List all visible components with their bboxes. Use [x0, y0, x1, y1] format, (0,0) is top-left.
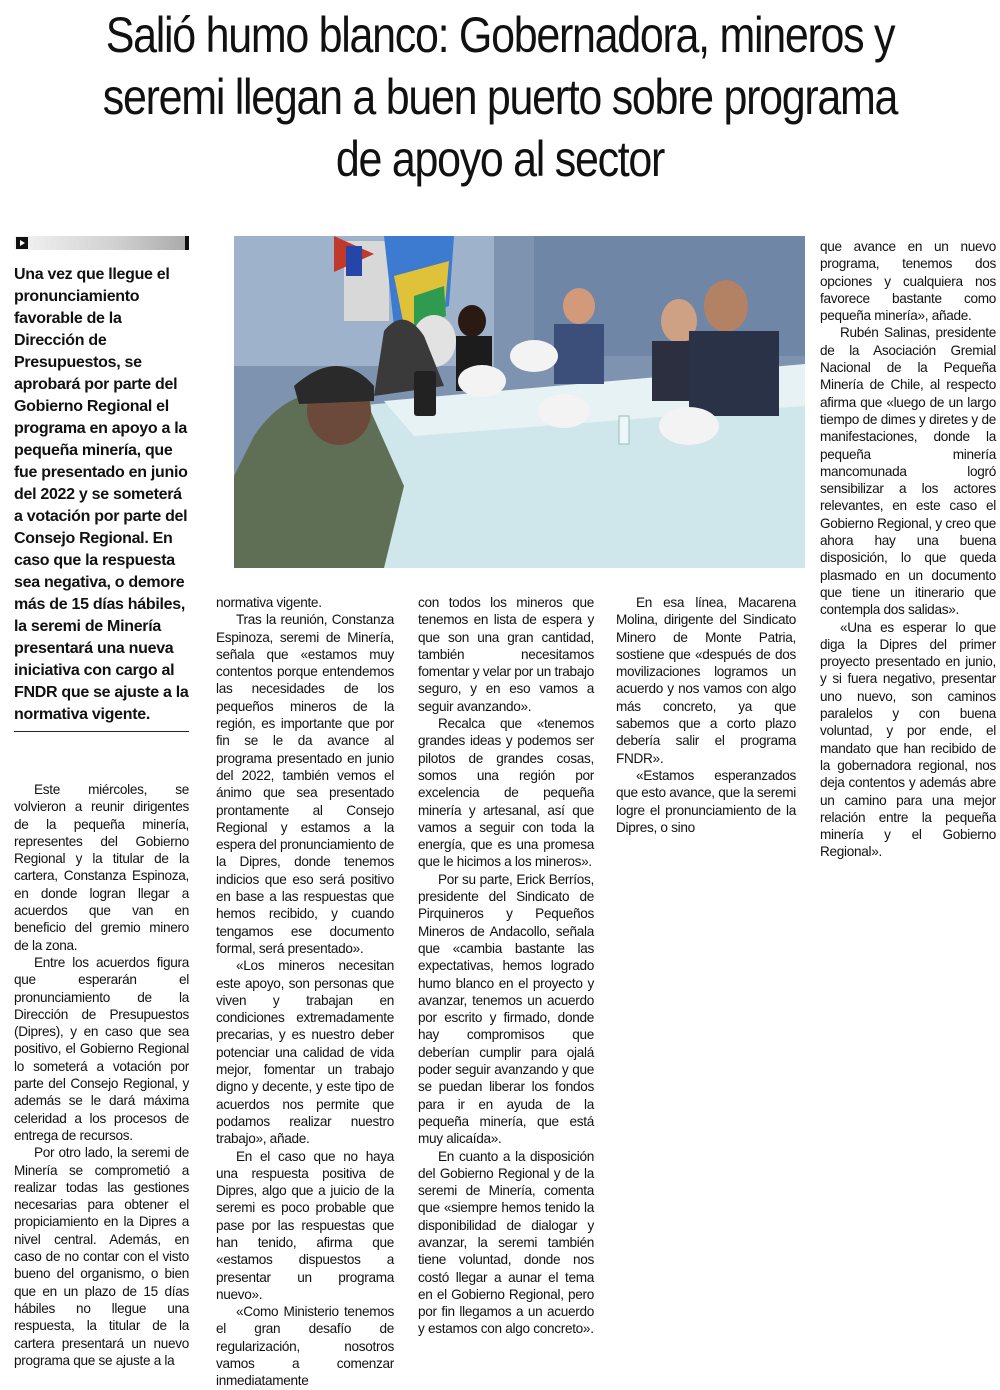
col4-paragraph: «Estamos esperanzados que esto avance, que la seremi logre el pronunciamiento de la Dipres, o sino [616, 767, 796, 835]
col3-paragraph: Por su parte, Erick Berríos, presidente del Sindicato de Pirquineros y Pequeños Mineros de Andacollo, señala que «cambia bastante las expectativas, hemos logrado humo blanco en el proyecto y avanzar, tenemos un acuerdo por escrito y firmado, donde hay compromisos que deberían cumplir para ojalá poder seguir avanzando y que se puedan liberar los fondos para ir en ayuda de la pequeña minería, que está muy alicaída». [418, 871, 594, 1147]
col5-paragraph: «Una es esperar lo que diga la Dipres del primer proyecto presentado en junio, y si fuera negativo, presentar uno nuevo, son caminos paralelos y con buena voluntad, y por ende, el mandato que han recibido de la gobernadora regional, nos deja contentos y además abre un camino para una mejor relación entre la pequeña minería y el Gobierno Regional». [820, 619, 996, 860]
article-column-1 [14, 781, 189, 1369]
col2-paragraph: Tras la reunión, Constanza Espinoza, seremi de Minería, señala que «estamos muy contentos porque entendemos las necesidades de los pequeños mineros de la región, es importante que por fin se le da avance al programa presentado en junio del 2022, también vemos el ánimo que sea presentado prontamente al Consejo Regional y estamos a la espera del pronunciamiento de la Dipres, donde tenemos indicios que eso será positivo en base a las respuestas que hemos recibido, y cuando tengamos ese documento formal, será presentado». [216, 612, 394, 956]
article-column-4 [616, 594, 796, 836]
col3-paragraph: Recalca que «tenemos grandes ideas y podemos ser pilotos de grandes cosas, somos una región por excelencia de pequeña minería y artesanal, así que vamos a seguir con toda la energía, que es una promesa que le hicimos a los mineros». [418, 716, 594, 870]
lead-paragraph: Una vez que llegue el pronunciamiento favorable de la Dirección de Presupuestos, se aprobará por parte del Gobierno Regional el programa en apoyo a la pequeña minería, que fue presentado en junio del 2022 y se someterá a votación por parte del Consejo Regional. En caso que la respuesta sea negativa, o demore más de 15 días hábiles, la seremi de Minería presentará una nueva iniciativa con cargo al FNDR que se ajuste a la normativa vigente. [14, 266, 189, 723]
bar-end-block [185, 236, 189, 250]
col5-paragraph: que avance en un nuevo programa, tenemos dos opciones y cualquiera nos favorece bastante como pequeña minería», añade. [820, 239, 996, 324]
col1-paragraph: Este miércoles, se volvieron a reunir dirigentes de la pequeña minería, representes del Gobierno Regional y la titular de la cartera, Constanza Espinoza, en donde logran llegar a acuerdos que van en beneficio del gremio minero de la zona. [14, 782, 189, 953]
meeting-photo-illustration [234, 236, 805, 568]
col1-paragraph: Por otro lado, la seremi de Minería se comprometió a realizar todas las gestiones necesarias para obtener el propiciamiento en la Dipres a nivel central. Además, en caso de no contar con el visto bueno del organismo, o bien que en un plazo de 15 días hábiles no llegue una respuesta, la titular de la cartera presentará un nuevo programa que se ajuste a la [14, 1145, 189, 1368]
play-arrow-icon [16, 237, 28, 249]
meeting-photo [234, 236, 805, 568]
divider-rule [14, 731, 189, 732]
article-column-3 [418, 594, 594, 1338]
col5-paragraph: Rubén Salinas, presidente de la Asociación Gremial Nacional de la Pequeña Minería de Chile, al respecto afirma que «luego de un largo tiempo de dimes y diretes y de manifestaciones, donde la pequeña minería mancomunada logró sensibilizar a los actores relevantes, en este caso el Gobierno Regional, y creo que ahora hay una buena disposición, lo que queda plasmado en un documento que tiene un itinerario que contempla dos salidas». [820, 325, 996, 618]
headline: Salió humo blanco: Gobernadora, mineros y seremi llegan a buen puerto sobre programa de apoyo al sector [102, 7, 898, 187]
col2-paragraph: En el caso que no haya una respuesta positiva de Dipres, algo que a juicio de la seremi es poco probable que pase por las respuestas que han tenido, afirma que «estamos dispuestos a presentar un programa nuevo». [216, 1148, 394, 1302]
col3-paragraph: con todos los mineros que tenemos en lista de espera y que son una gran cantidad, también necesitamos fomentar y velar por un trabajo seguro, y en eso vamos a seguir avanzando». [418, 595, 594, 714]
col2-paragraph: normativa vigente. [216, 595, 322, 610]
col3-paragraph: En cuanto a la disposición del Gobierno Regional y de la seremi de Minería, comenta que «siempre hemos tenido la disponibilidad de dialogar y avanzar, la seremi también tiene voluntad, donde nos costó llegar a aunar el tema en el Gobierno Regional, pero por fin llegamos a un acuerdo y estamos con algo concreto». [418, 1148, 594, 1337]
section-marker-bar [14, 236, 189, 250]
col2-paragraph: «Los mineros necesitan este apoyo, son personas que viven y trabajan en condiciones extremadamente precarias, y es nuestro deber potenciar una calidad de vida mejor, fomentar un trabajo digno y decente, y este tipo de acuerdos nos permite que podamos realizar nuestro trabajo», añade. [216, 958, 394, 1147]
article-column-2 [216, 594, 394, 1390]
col1-paragraph: Entre los acuerdos figura que esperarán el pronunciamiento de la Dirección de Presupuestos (Dipres), y en caso que sea positivo, el Gobierno Regional lo someterá a votación por parte del Consejo Regional, y además se le dará máxima celeridad a los procesos de entrega de recursos. [14, 954, 189, 1143]
col2-paragraph: «Como Ministerio tenemos el gran desafío de regularización, nosotros vamos a comenzar inmediatamente [216, 1304, 394, 1389]
col4-paragraph: En esa línea, Macarena Molina, dirigente del Sindicato Minero de Monte Patria, sostiene que «después de dos movilizaciones logramos un acuerdo y nos vamos con algo más concreto, ya que sabemos que a corto plazo debería salir el programa FNDR». [616, 595, 796, 766]
article-column-5 [820, 238, 996, 861]
